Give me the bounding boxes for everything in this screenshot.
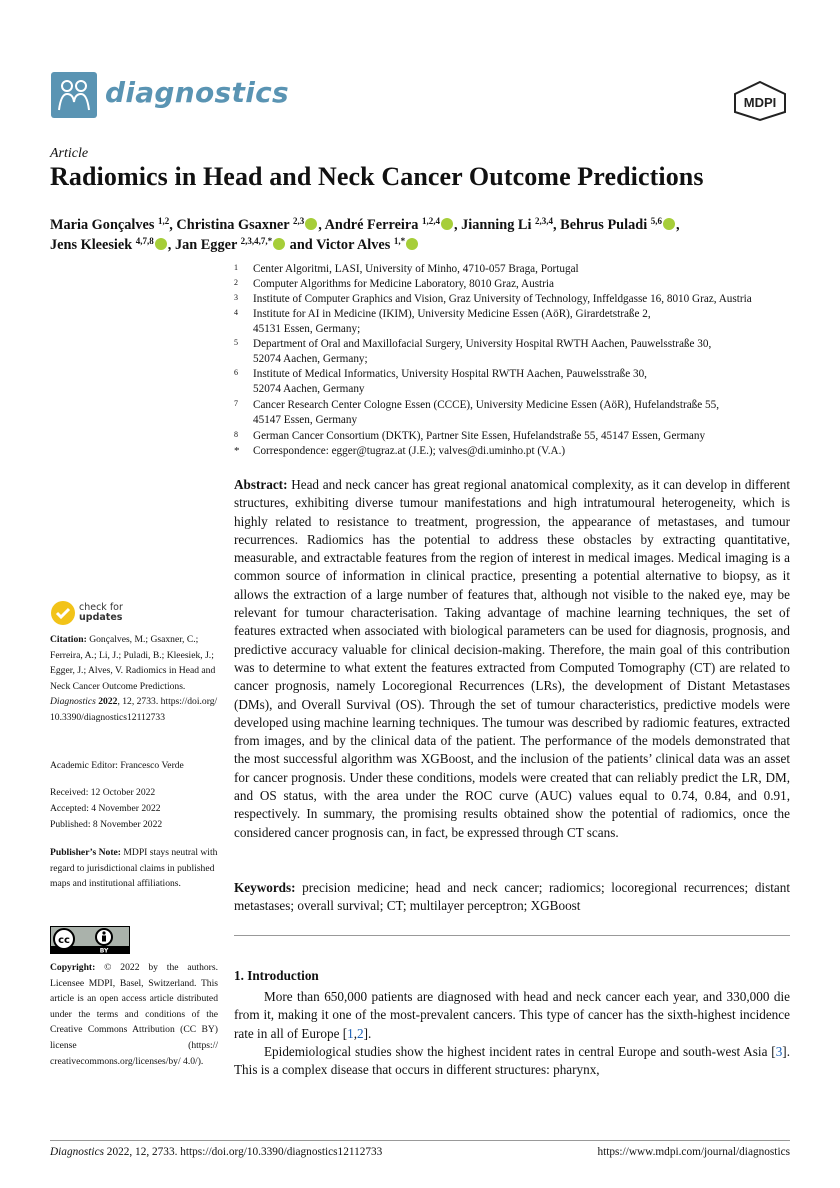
orcid-icon[interactable] xyxy=(406,238,418,250)
accepted-date: Accepted: 4 November 2022 xyxy=(50,803,161,814)
article-type: Article xyxy=(50,146,89,161)
article-title: Radiomics in Head and Neck Cancer Outcome Predictions xyxy=(50,162,704,191)
author-affiliation-sup: 4,7,8 xyxy=(135,236,154,246)
author-name: Maria Gonçalves xyxy=(50,217,159,233)
keywords-label: Keywords: xyxy=(234,880,296,895)
introduction-paragraph-1: More than 650,000 patients are diagnosed with head and neck cancer each year, and 330,000 die from it, making it one of the most-prevalent cancers. This type of cancer has the sixth-highest incidence rate in all of Europe [1,2]. xyxy=(234,989,790,1041)
author-affiliation-sup: 1,2,4 xyxy=(421,216,440,226)
mdpi-logo-icon xyxy=(731,80,789,122)
journal-logo-icon xyxy=(51,72,97,118)
section-divider xyxy=(234,935,790,936)
citation-block: Citation: Gonçalves, M.; Gsaxner, C.; Ferreira, A.; Li, J.; Puladi, B.; Kleesiek, J.; Egger, J.; Alves, V. Radiomics in Head and Neck Cancer Outcome Predictions. Diagnostics 2022, 12, 2733. https://doi.org/ 10.3390/diagnostics12112733 xyxy=(50,634,218,723)
author-name: Behrus Puladi xyxy=(560,217,651,233)
cc-by-label: BY xyxy=(99,947,109,954)
author-affiliation-sup: 5,6 xyxy=(650,216,662,226)
svg-text:cc: cc xyxy=(58,935,70,946)
author-separator: and xyxy=(286,237,317,253)
orcid-icon[interactable] xyxy=(155,238,167,250)
authors-line-2 xyxy=(50,231,419,255)
publisher-note: Publisher’s Note: MDPI stays neutral with regard to jurisdictional claims in published maps and institutional affiliations. xyxy=(50,847,218,890)
footer-divider xyxy=(50,1140,790,1141)
check-for-updates-icon[interactable] xyxy=(50,600,76,626)
orcid-icon[interactable] xyxy=(305,218,317,230)
publisher-logo-text: MDPI xyxy=(743,95,777,110)
author-name: Jan Egger xyxy=(174,237,241,253)
footer-citation: Diagnostics 2022, 12, 2733. https://doi.org/10.3390/diagnostics12112733 xyxy=(50,1146,383,1158)
author-name: Christina Gsaxner xyxy=(176,217,293,233)
cc-by-license-icon[interactable] xyxy=(50,926,130,954)
reference-link-1[interactable]: 1 xyxy=(347,1025,354,1041)
abstract xyxy=(234,476,790,842)
author-separator: , xyxy=(169,217,177,233)
author-affiliation-sup: 2,3,4 xyxy=(535,216,554,226)
academic-editor: Academic Editor: Francesco Verde xyxy=(50,760,184,771)
keywords-text: precision medicine; head and neck cancer; radiomics; locoregional recurrences; distant metastases; overall survival; CT; multilayer perceptron; XGBoost xyxy=(234,880,790,914)
abstract-label: Abstract: xyxy=(234,477,288,492)
orcid-icon[interactable] xyxy=(663,218,675,230)
published-date: Published: 8 November 2022 xyxy=(50,819,163,830)
journal-name: diagnostics xyxy=(105,76,289,109)
author-separator: , xyxy=(553,217,561,233)
reference-link-2[interactable]: 2 xyxy=(357,1025,364,1041)
keywords xyxy=(234,879,790,916)
orcid-icon[interactable] xyxy=(273,238,285,250)
check-for-updates-label[interactable]: check for updates xyxy=(79,602,123,623)
introduction-heading: 1. Introduction xyxy=(234,968,319,983)
reference-link-3[interactable]: 3 xyxy=(775,1044,783,1059)
author-separator: , xyxy=(676,217,680,233)
footer-journal-url[interactable]: https://www.mdpi.com/journal/diagnostics xyxy=(597,1146,790,1158)
author-affiliation-sup: 1,2 xyxy=(158,216,170,226)
copyright-notice: Copyright: © 2022 by the authors. Licensee MDPI, Basel, Switzerland. This article is an open access article distributed under the terms and conditions of the Creative Commons Attribution (CC BY) license (https:// creativecommons.org/licenses/by/ 4.0/). xyxy=(50,962,218,1067)
received-date: Received: 12 October 2022 xyxy=(50,787,156,798)
author-separator: , xyxy=(453,217,462,233)
orcid-icon[interactable] xyxy=(441,218,453,230)
author-affiliation-sup: 2,3 xyxy=(292,216,305,226)
author-name: Jens Kleesiek xyxy=(50,237,136,253)
author-affiliation-sup: 2,3,4,7,* xyxy=(240,236,273,246)
abstract-text: Head and neck cancer has great regional anatomical complexity, as it can develop in different structures, exhibiting diverse tumour manifestations and high intratumoural heterogeneity, which is highly related to resistance to treatment, progression, the appearance of metastases, and tumour recurrences. Radiomics has the potential to address these obstacles by extracting quantitative, measurable, and extractable features from the region of interest in medical images. Medical imaging is a common source of information in clinical practice, presenting a potential alternative to biopsy, as it allows the extraction of a large number of features that, although not visible to the naked eye, may be relevant for tumour characterisation. Taking advantage of machine learning techniques, the set of features extracted when associated with biological parameters can be used for diagnosis, prognosis, and predictive accuracy valuable for clinical decision-making. Therefore, the main goal of this contribution was to determine to what extent the features extracted from Computed Tomography (CT) are related to cancer prognosis, namely Locoregional Recurrences (LRs), the development of Distant Metastases (DMs), and Overall Survival (OS). Through the set of tumour characteristics, predictive models were developed using machine learning techniques. The tumour was described by radiomic features, extracted from images, and by the clinical data of the patient. The performance of the models demonstrated that the most successful algorithm was XGBoost, and the inclusion of the patients’ clinical data was an asset for cancer prognosis. Under these conditions, models were created that can reliably predict the LR, DM, and OS status, with the area under the ROC curve (AUC) values equal to 0.74, 0.84, and 0.91, respectively. In summary, the promising results obtained show the potential of radiomics, once the considered cancer prognosis can, in fact, be expressed through CT scans. xyxy=(234,477,791,840)
author-name: Victor Alves xyxy=(316,237,394,253)
author-affiliation-sup: 1,* xyxy=(393,236,406,246)
author-name: André Ferreira xyxy=(324,217,422,233)
introduction-paragraph-2: Epidemiological studies show the highest incident rates in central Europe and south-west Asia [3]. This is a complex disease that occurs in different structures: pharynx, xyxy=(234,1044,790,1078)
author-name: Jianning Li xyxy=(461,217,536,233)
author-separator: , xyxy=(318,217,325,233)
author-separator: , xyxy=(167,237,175,253)
